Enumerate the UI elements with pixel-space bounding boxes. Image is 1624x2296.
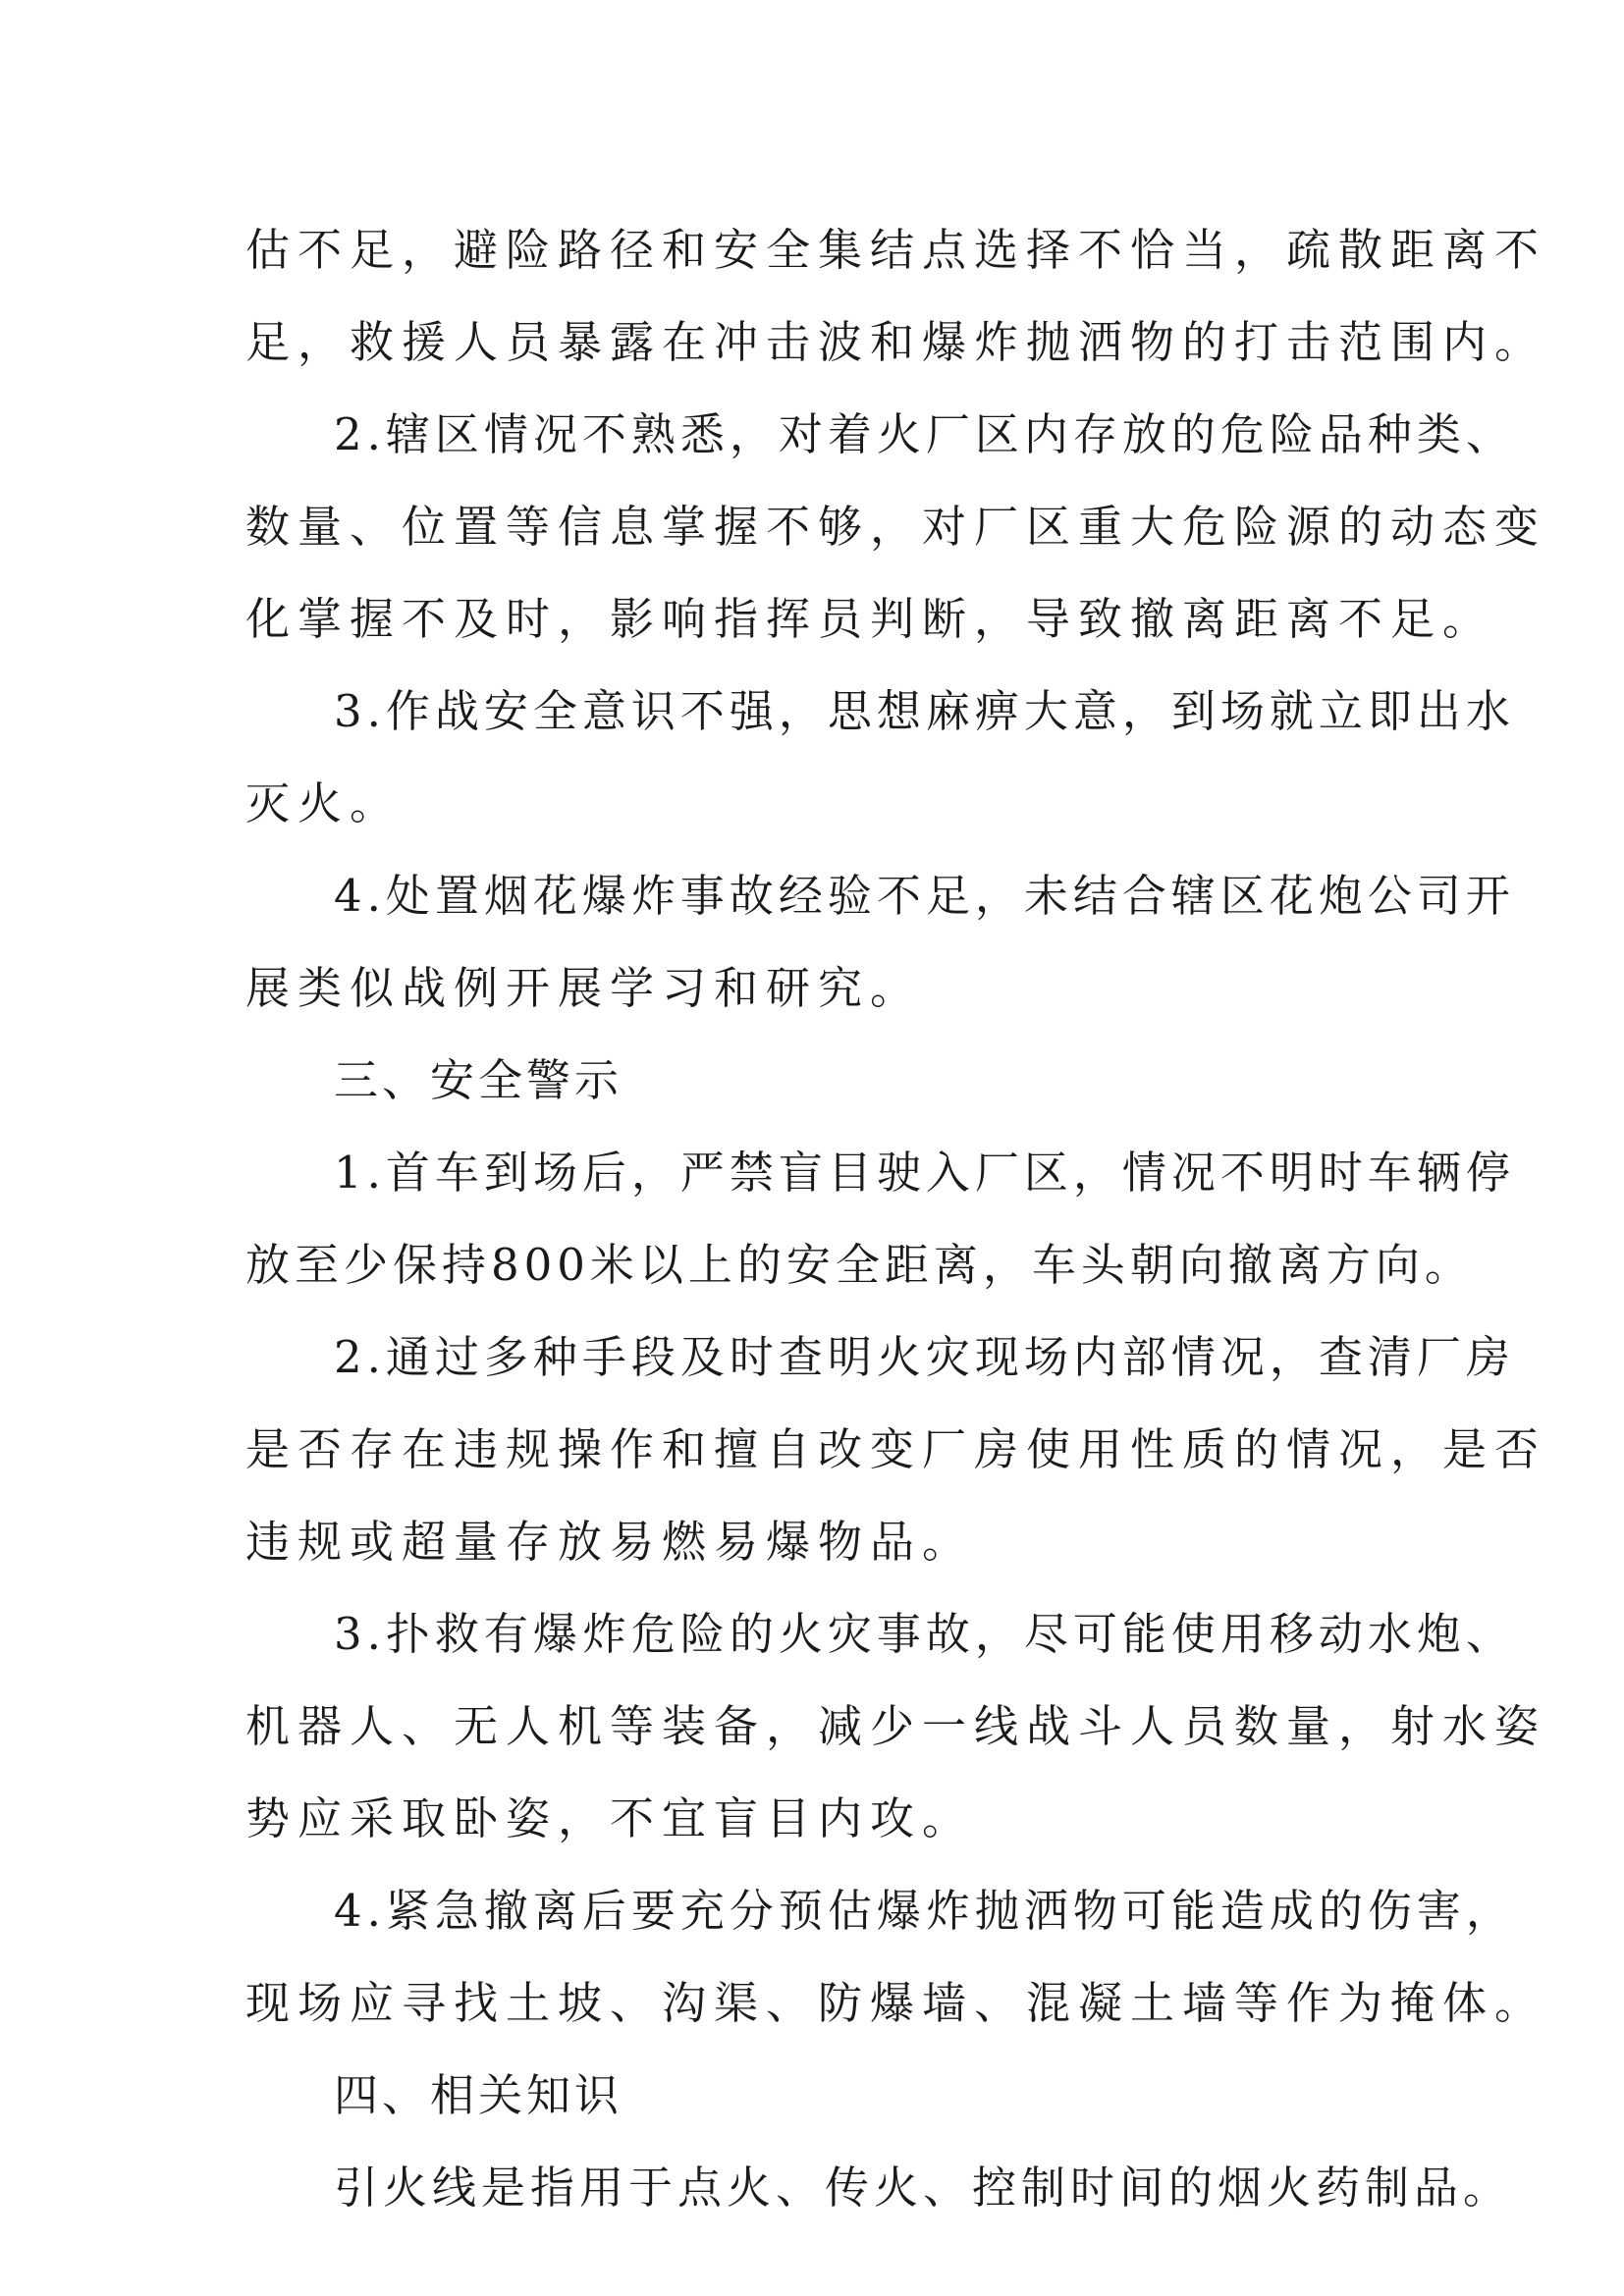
text-line: 足，救援人员暴露在冲击波和爆炸抛洒物的打击范围内。 [245,316,1547,368]
text-line: 放至少保持800米以上的安全距离，车头朝向撤离方向。 [245,1239,1474,1291]
text-line: 3.扑救有爆炸危险的火灾事故，尽可能使用移动水炮、 [334,1608,1515,1660]
text-line: 估不足，避险路径和安全集结点选择不恰当，疏散距离不 [245,224,1547,276]
text-line: 3.作战安全意识不强，思想麻痹大意，到场就立即出水 [334,685,1515,737]
text-line: 4.处置烟花爆炸事故经验不足，未结合辖区花炮公司开 [334,870,1515,922]
section-heading: 四、相关知识 [334,2069,623,2121]
text-line: 引火线是指用于点火、传火、控制时间的烟火药制品。 [334,2162,1513,2214]
text-line: 化掌握不及时，影响指挥员判断，导致撤离距离不足。 [245,593,1495,645]
text-line: 势应采取卧姿，不宜盲目内攻。 [245,1792,975,1844]
text-line: 是否存在违规操作和擅自改变厂房使用性质的情况，是否 [245,1423,1547,1475]
text-line: 2.辖区情况不熟悉，对着火厂区内存放的危险品种类、 [334,408,1515,460]
text-line: 4.紧急撤离后要充分预估爆炸抛洒物可能造成的伤害， [334,1885,1515,1937]
text-line: 1.首车到场后，严禁盲目驶入厂区，情况不明时车辆停 [334,1147,1515,1199]
text-line: 违规或超量存放易燃易爆物品。 [245,1516,975,1568]
text-line: 灭火。 [245,777,403,829]
text-line: 数量、位置等信息掌握不够，对厂区重大危险源的动态变 [245,501,1547,553]
text-line: 展类似战例开展学习和研究。 [245,962,923,1014]
text-line: 2.通过多种手段及时查明火灾现场内部情况，查清厂房 [334,1331,1515,1383]
section-heading: 三、安全警示 [334,1054,623,1106]
text-line: 机器人、无人机等装备，减少一线战斗人员数量，射水姿 [245,1700,1547,1752]
text-line: 现场应寻找土坡、沟渠、防爆墙、混凝土墙等作为掩体。 [245,1977,1547,2029]
